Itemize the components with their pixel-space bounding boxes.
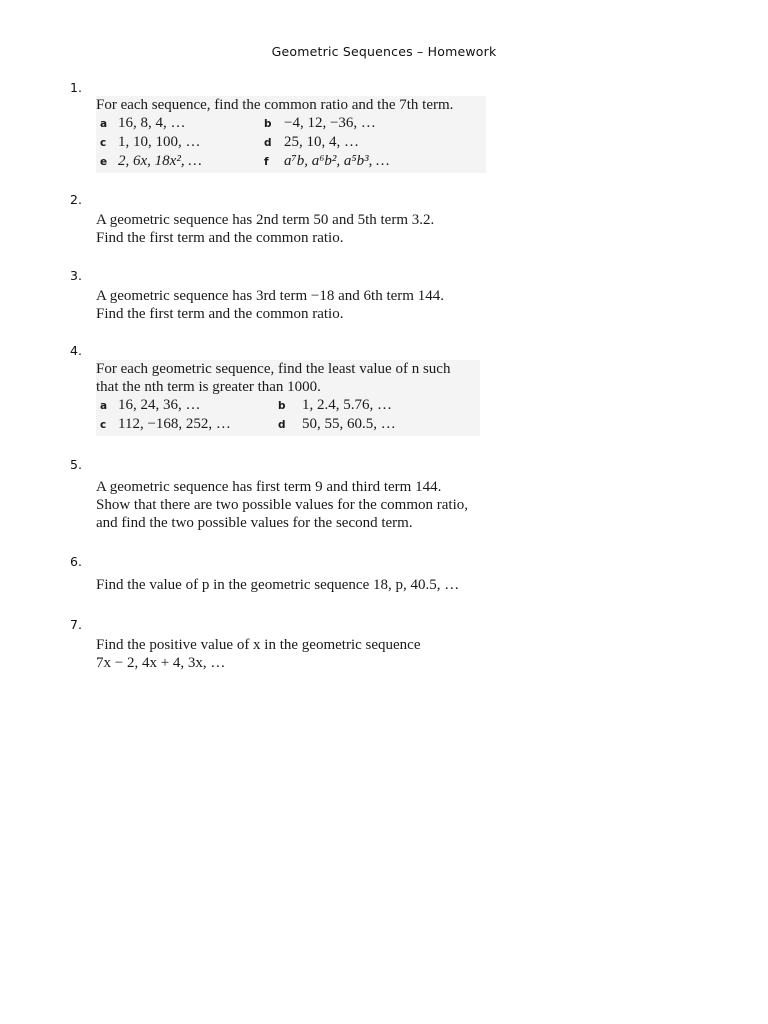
question-5-line-3: and find the two possible values for the second term. [96, 515, 413, 531]
question-4-row-2 [96, 415, 480, 434]
question-7-line-1: Find the positive value of x in the geometric sequence [96, 637, 421, 653]
question-3-line-1: A geometric sequence has 3rd term −18 and 6th term 144. [96, 288, 444, 304]
question-7-number: 7. [70, 617, 82, 632]
question-7-line-2: 7x − 2, 4x + 4, 3x, … [96, 655, 226, 671]
part-label: c [100, 419, 107, 431]
part-label: d [278, 419, 286, 431]
part-text: 112, −168, 252, … [118, 416, 231, 432]
part-text: 16, 8, 4, … [118, 115, 186, 131]
question-5 [96, 478, 468, 532]
question-4-line-2: that the nth term is greater than 1000. [96, 379, 321, 395]
part-label: a [100, 118, 108, 130]
part-text: 2, 6x, 18x², … [118, 153, 202, 169]
question-3 [96, 287, 444, 323]
question-4-row-1 [96, 396, 480, 415]
part-label: e [100, 156, 108, 168]
question-6-number: 6. [70, 554, 82, 569]
question-2 [96, 211, 434, 247]
question-1-row-3 [96, 152, 486, 171]
question-5-line-2: Show that there are two possible values for the common ratio, [96, 497, 468, 513]
question-7 [96, 636, 421, 672]
question-6-line-1: Find the value of p in the geometric sequence 18, p, 40.5, … [96, 577, 460, 593]
part-label: c [100, 137, 107, 149]
part-text: 16, 24, 36, … [118, 397, 201, 413]
part-label: b [278, 400, 286, 412]
question-5-number: 5. [70, 457, 82, 472]
question-6 [96, 576, 459, 594]
part-label: b [264, 118, 272, 130]
question-2-line-2: Find the first term and the common ratio. [96, 230, 344, 246]
question-1-row-1 [96, 114, 486, 133]
question-3-number: 3. [70, 268, 82, 283]
part-label: a [100, 400, 108, 412]
question-4-number: 4. [70, 343, 82, 358]
question-2-line-1: A geometric sequence has 2nd term 50 and 5th term 3.2. [96, 212, 435, 228]
part-text: −4, 12, −36, … [284, 115, 376, 131]
question-1-intro: For each sequence, find the common ratio and the 7th term. [96, 97, 454, 113]
part-text: 25, 10, 4, … [284, 134, 359, 150]
question-2-number: 2. [70, 192, 82, 207]
part-text: 50, 55, 60.5, … [302, 416, 396, 432]
page-title: Geometric Sequences – Homework [271, 44, 497, 59]
question-4 [96, 360, 480, 436]
part-text: 1, 10, 100, … [118, 134, 201, 150]
question-1 [96, 96, 486, 173]
question-1-number: 1. [70, 80, 82, 95]
part-label: f [264, 156, 269, 168]
question-1-row-2 [96, 133, 486, 152]
part-text: a⁷b, a⁶b², a⁵b³, … [284, 153, 390, 169]
part-label: d [264, 137, 272, 149]
part-text: 1, 2.4, 5.76, … [302, 397, 392, 413]
question-4-line-1: For each geometric sequence, find the least value of n such [96, 361, 451, 377]
question-3-line-2: Find the first term and the common ratio. [96, 306, 344, 322]
question-5-line-1: A geometric sequence has first term 9 and third term 144. [96, 479, 442, 495]
